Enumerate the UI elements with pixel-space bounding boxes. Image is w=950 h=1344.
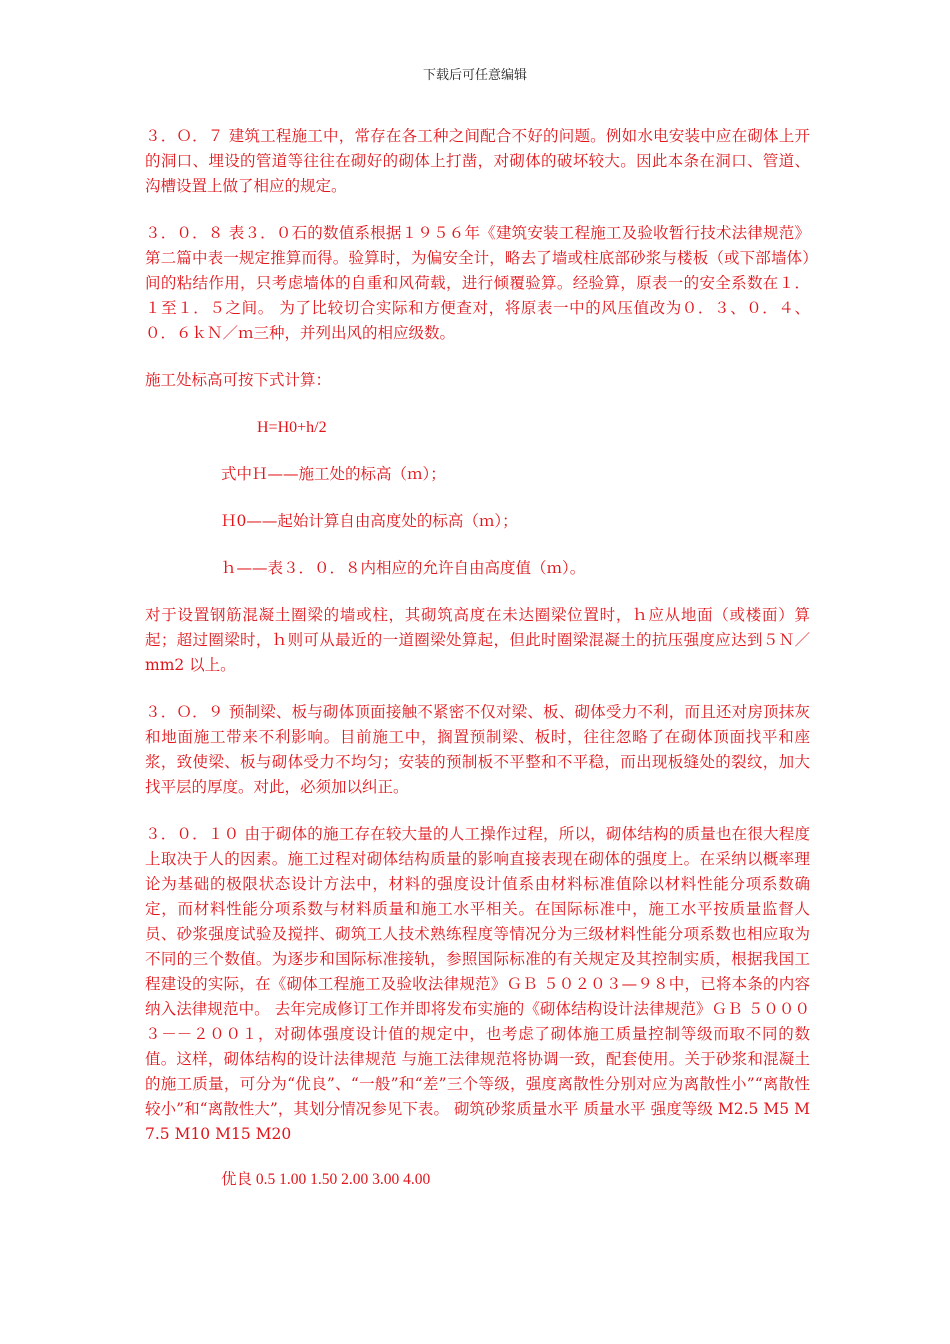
paragraph-ring-beam: 对于设置钢筋混凝土圈梁的墙或柱，其砌筑高度在未达圈梁位置时，ｈ应从地面（或楼面）算起；超过圈梁时，ｈ则可从最近的一道圈梁处算起，但此时圈梁混凝土的抗压强度应达到５Ｎ／mm2 以上。 [145, 606, 810, 674]
page-header: 下载后可任意编辑 [422, 68, 527, 83]
paragraph-3-0-10: ３．０．１０ 由于砌体的施工存在较大量的人工操作过程，所以，砌体结构的质量也在很大程度上取决于人的因素。施工过程对砌体结构质量的影响直接表现在砌体的强度上。在采纳以概率理论为基础的极限状态设计方法中，材料的强度设计值系由材料标准值除以材料性能分项系数确定，而材料性能分项系数与材料质量和施工水平相关。在国际标准中，施工水平按质量监督人员、砂浆强度试验及搅拌、砌筑工人技术熟练程度等情况分为三级材料性能分项系数也相应取为不同的三个数值。为逐步和国际标准接轨，参照国际标准的有关规定及其控制实质，根据我国工程建设的实际，在《砌体工程施工及验收法律规范》ＧＢ ５０２０３—９８中，已将本条的内容纳入法律规范中。 去年完成修订工作并即将发布实施的《砌体结构设计法律规范》ＧＢ ５０００３－－２００１，对砌体强度设计值的规定中，也考虑了砌体施工质量控制等级而取不同的数值。这样，砌体结构的设计法律规范 与施工法律规范将协调一致，配套使用。关于砂浆和混凝土的施工质量，可分为“优良”、“一般”和“差”三个等级，强度离散性分别对应为离散性小”“离散性较小”和“离散性大”，其划分情况参见下表。 砌筑砂浆质量水平 质量水平 强度等级 M2.5 M5 M7.5 M10 M15 M20 [145, 825, 810, 1143]
paragraph-3-0-8: ３．０．８ 表３．０石的数值系根据１９５６年《建筑安装工程施工及验收暂行技术法律规范》第二篇中表一规定推算而得。验算时，为偏安全计，略去了墙或柱底部砂浆与楼板（或下部墙体）间的粘结作用，只考虑墙体的自重和风荷载，进行倾覆验算。经验算，原表一的安全系数在１．１至１．５之间。 为了比较切合实际和方便查对，将原表一中的风压值改为０．３、０．４、０．６ｋＮ／ｍ三种，并列出风的相应级数。 [145, 224, 810, 342]
paragraph-3-0-7: ３．Ｏ．７ 建筑工程施工中，常存在各工种之间配合不好的问题。例如水电安装中应在砌体上开的洞口、埋设的管道等往往在砌好的砌体上打凿，对砌体的破坏较大。因此本条在洞口、管道、沟槽设置上做了相应的规定。 [145, 127, 810, 195]
paragraph-3-0-9: ３．Ｏ．９ 预制梁、板与砌体顶面接触不紧密不仅对梁、板、砌体受力不利，而且还对房顶抹灰和地面施工带来不利影响。目前施工中，搁置预制梁、板时，往往忽略了在砌体顶面找平和座浆，致使梁、板与砌体受力不均匀；安装的预制板不平整和不平稳，而出现板缝处的裂纹，加大找平层的厚度。对此，必须加以纠正。 [145, 703, 810, 796]
calc-intro: 施工处标高可按下式计算： [145, 371, 332, 389]
definition-h: 式中Ｈ——施工处的标高（ｍ）； [221, 465, 446, 483]
document-body [145, 124, 810, 1192]
definition-small-h: ｈ——表３．０．８内相应的允许自由高度值（ｍ）。 [221, 559, 586, 577]
definition-h0: Ｈ0——起始计算自由高度处的标高（ｍ）； [221, 512, 518, 530]
table-row-excellent: 优良 0.5 1.00 1.50 2.00 3.00 4.00 [221, 1171, 431, 1188]
formula: H=H0+h/2 [257, 419, 327, 436]
